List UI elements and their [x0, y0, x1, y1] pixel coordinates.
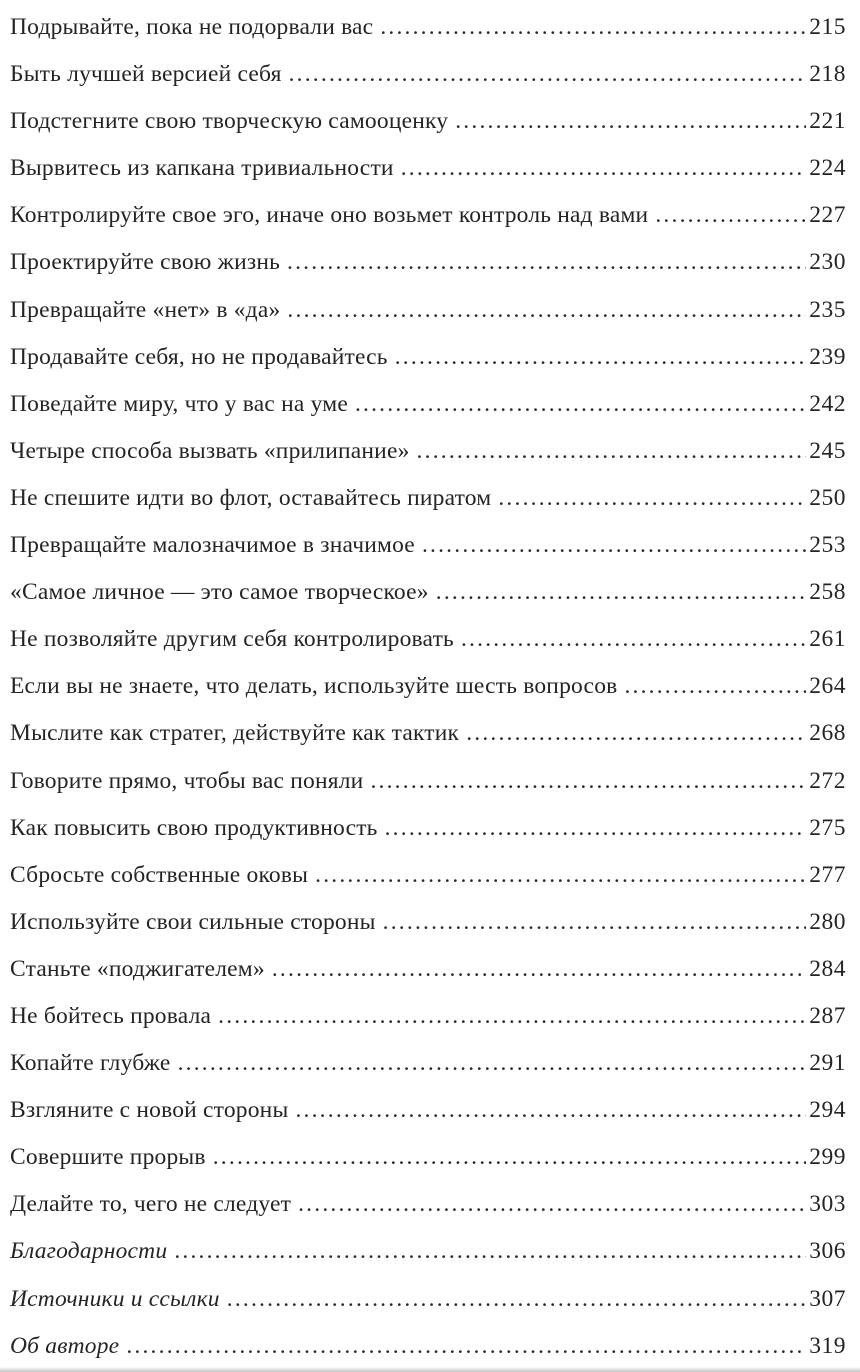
toc-row: [10, 239, 846, 286]
toc-entry-page-number: 277: [809, 861, 846, 888]
toc-dot-leader: [498, 475, 806, 522]
toc-dot-leader: [315, 852, 806, 899]
toc-entry-title: Мыслите как стратег, действуйте как тактик: [10, 720, 460, 747]
toc-row: [10, 1134, 846, 1181]
toc-dot-leader: [417, 428, 807, 475]
toc-dot-leader: [289, 51, 807, 98]
toc-entry-page-number: 218: [809, 61, 846, 88]
toc-dot-leader: [401, 145, 807, 192]
toc-entry-title: Делайте то, чего не следует: [10, 1191, 292, 1218]
toc-entry-page-number: 215: [809, 14, 846, 40]
toc-row: [10, 428, 846, 475]
toc-dot-leader: [436, 569, 807, 616]
toc-entry-title: Используйте свои сильные стороны: [10, 908, 376, 935]
toc-entry-title: Проектируйте свою жизнь: [10, 249, 281, 276]
toc-dot-leader: [380, 4, 806, 51]
toc-row: [10, 98, 846, 145]
toc-entry-page-number: 264: [809, 673, 846, 700]
toc-entry-title: Не спешите идти во флот, оставайтесь пиратом: [10, 484, 492, 511]
toc-dot-leader: [298, 1181, 806, 1228]
toc-entry-page-number: 275: [809, 814, 846, 841]
toc-row: [10, 1087, 846, 1134]
toc-dot-leader: [385, 805, 807, 852]
toc-entry-title: Не бойтесь провала: [10, 1002, 212, 1029]
toc-entry-title: Как повысить свою продуктивность: [10, 814, 378, 841]
toc-entry-page-number: 224: [809, 155, 846, 182]
toc-entry-page-number: 242: [809, 390, 846, 417]
toc-entry-title: Поведайте миру, что у вас на уме: [10, 390, 348, 417]
toc-list: [10, 4, 846, 1370]
toc-entry-page-number: 287: [809, 1002, 846, 1029]
toc-row: [10, 522, 846, 569]
toc-entry-title: Превращайте «нет» в «да»: [10, 296, 281, 323]
toc-row: [10, 475, 846, 522]
toc-dot-leader: [655, 192, 806, 239]
toc-dot-leader: [295, 1087, 806, 1134]
toc-entry-page-number: 303: [809, 1191, 846, 1218]
toc-row: [10, 758, 846, 805]
toc-entry-title: Вырвитесь из капкана тривиальности: [10, 155, 394, 182]
toc-entry-page-number: 245: [809, 437, 846, 464]
toc-dot-leader: [213, 1134, 807, 1181]
toc-entry-title: Контролируйте свое эго, иначе оно возьмет контроль над вами: [10, 202, 649, 229]
toc-entry-page-number: 299: [809, 1144, 846, 1171]
toc-entry-page-number: 239: [809, 343, 846, 370]
toc-entry-title: Копайте глубже: [10, 1050, 171, 1077]
toc-row: [10, 1181, 846, 1228]
toc-entry-title: Об авторе: [10, 1332, 120, 1359]
toc-dot-leader: [218, 993, 806, 1040]
toc-entry-page-number: 221: [809, 108, 846, 135]
toc-dot-leader: [461, 616, 806, 663]
toc-row: [10, 1323, 846, 1370]
toc-entry-page-number: 230: [809, 249, 846, 276]
toc-dot-leader: [126, 1323, 806, 1370]
toc-entry-title: Говорите прямо, чтобы вас поняли: [10, 767, 364, 794]
toc-row: [10, 899, 846, 946]
toc-entry-page-number: 319: [809, 1332, 846, 1359]
toc-row: [10, 287, 846, 334]
toc-dot-leader: [272, 946, 806, 993]
toc-entry-title: Станьте «поджигателем»: [10, 955, 265, 982]
toc-dot-leader: [624, 663, 806, 710]
toc-row: [10, 51, 846, 98]
toc-entry-title: Подстегните свою творческую самооценку: [10, 108, 449, 135]
toc-row: [10, 381, 846, 428]
toc-entry-title: Если вы не знаете, что делать, используйте шесть вопросов: [10, 673, 618, 700]
toc-entry-title: Быть лучшей версией себя: [10, 61, 282, 88]
toc-entry-title: Четыре способа вызвать «прилипание»: [10, 437, 410, 464]
toc-entry-page-number: 258: [809, 579, 846, 606]
toc-entry-title: Продавайте себя, но не продавайтесь: [10, 343, 388, 370]
toc-dot-leader: [422, 522, 806, 569]
toc-row: [10, 1276, 846, 1323]
toc-entry-title: Источники и ссылки: [10, 1285, 220, 1312]
toc-entry-page-number: 306: [809, 1238, 846, 1265]
toc-dot-leader: [466, 710, 806, 757]
toc-row: [10, 852, 846, 899]
toc-entry-title: Благодарности: [10, 1238, 168, 1265]
toc-row: [10, 993, 846, 1040]
toc-entry-title: Не позволяйте другим себя контролировать: [10, 626, 454, 653]
toc-row: [10, 710, 846, 757]
toc-entry-title: Взгляните с новой стороны: [10, 1097, 289, 1124]
toc-row: [10, 663, 846, 710]
toc-entry-page-number: 227: [809, 202, 846, 229]
toc-entry-title: Превращайте малозначимое в значимое: [10, 532, 415, 559]
toc-row: [10, 805, 846, 852]
toc-entry-page-number: 253: [809, 532, 846, 559]
toc-row: [10, 334, 846, 381]
toc-dot-leader: [455, 98, 806, 145]
toc-dot-leader: [287, 239, 806, 286]
toc-row: [10, 145, 846, 192]
toc-entry-page-number: 307: [809, 1285, 846, 1312]
toc-dot-leader: [287, 287, 806, 334]
toc-entry-title: «Самое личное — это самое творческое»: [10, 579, 429, 606]
toc-dot-leader: [383, 899, 807, 946]
toc-row: [10, 946, 846, 993]
toc-entry-title: Совершите прорыв: [10, 1144, 206, 1171]
toc-entry-page-number: 250: [809, 484, 846, 511]
toc-entry-title: Сбросьте собственные оковы: [10, 861, 309, 888]
toc-row: [10, 569, 846, 616]
toc-dot-leader: [227, 1276, 807, 1323]
toc-entry-page-number: 284: [809, 955, 846, 982]
toc-dot-leader: [370, 758, 806, 805]
toc-row: [10, 4, 846, 51]
toc-row: [10, 1228, 846, 1275]
toc-row: [10, 616, 846, 663]
toc-entry-title: Подрывайте, пока не подорвали вас: [10, 14, 374, 40]
toc-entry-page-number: 235: [809, 296, 846, 323]
toc-entry-page-number: 268: [809, 720, 846, 747]
toc-entry-page-number: 291: [809, 1050, 846, 1077]
toc-row: [10, 192, 846, 239]
toc-entry-page-number: 272: [809, 767, 846, 794]
toc-dot-leader: [395, 334, 807, 381]
toc-dot-leader: [174, 1228, 806, 1275]
toc-entry-page-number: 280: [809, 908, 846, 935]
toc-dot-leader: [178, 1040, 807, 1087]
toc-entry-page-number: 261: [809, 626, 846, 653]
toc-dot-leader: [355, 381, 806, 428]
toc-entry-page-number: 294: [809, 1097, 846, 1124]
toc-row: [10, 1040, 846, 1087]
